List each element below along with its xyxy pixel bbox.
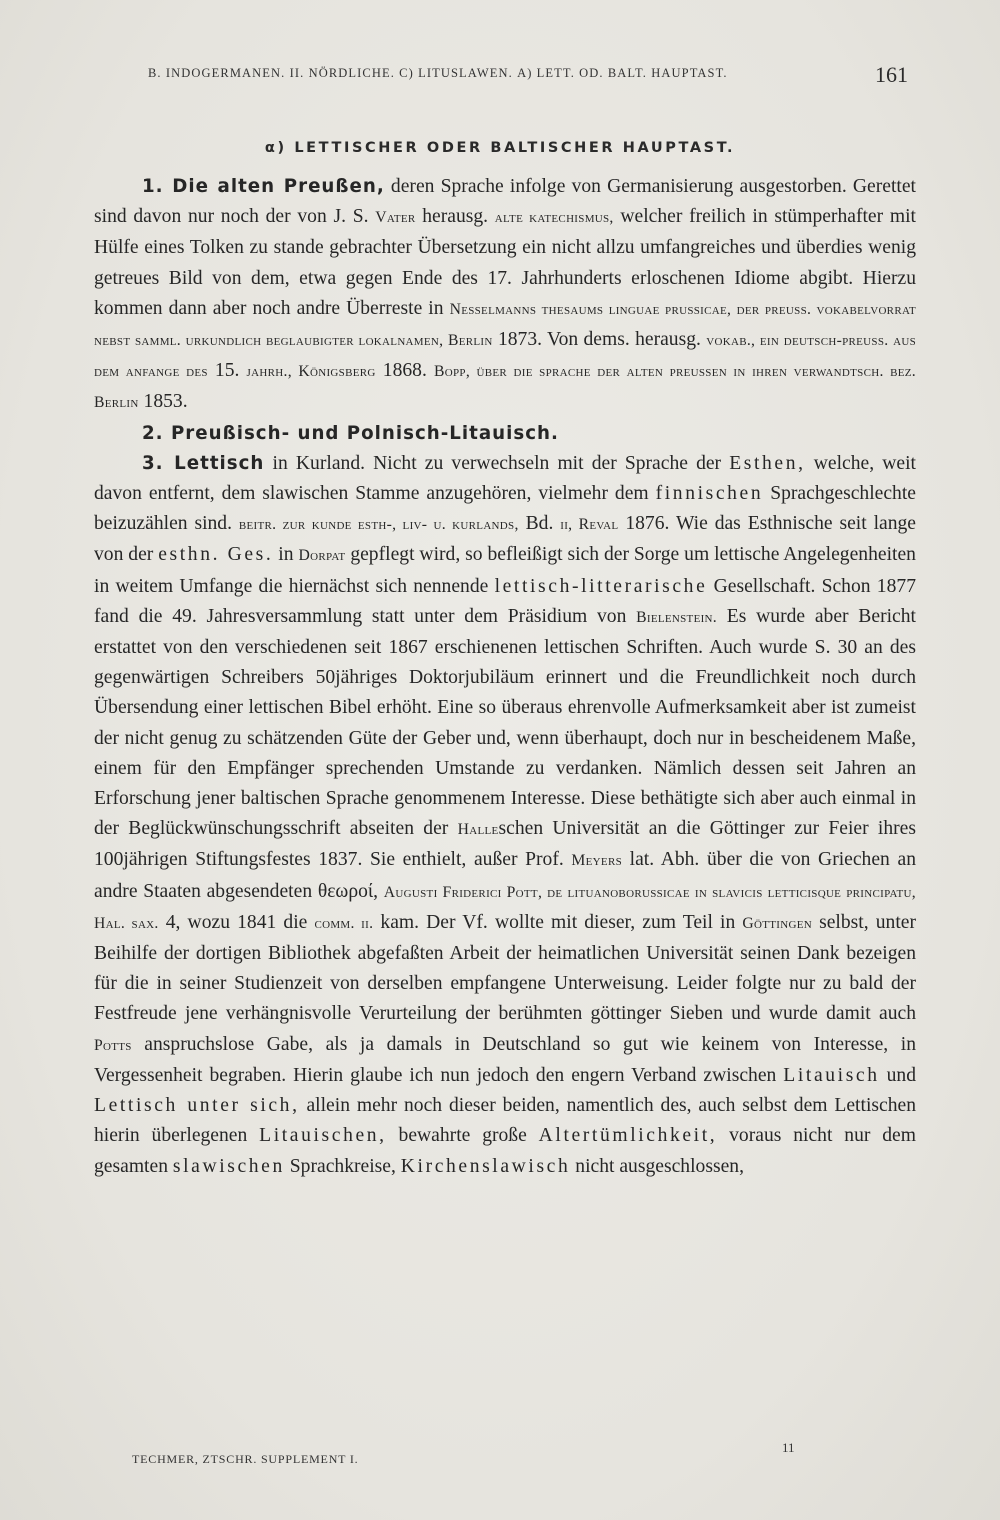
author-name: Bielenstein.: [636, 608, 718, 626]
page-number: 161: [875, 62, 908, 87]
text: in: [273, 544, 299, 566]
text: allein mehr noch dieser beiden, namentlich des, auch selbst dem Lettischen hierin überlegenen: [94, 1095, 916, 1147]
text: Sprachkreise,: [284, 1155, 401, 1177]
author-name: Bopp,: [434, 363, 471, 381]
text: und: [879, 1064, 916, 1086]
spaced-term: Litauisch: [783, 1064, 880, 1086]
text: 4, wozu 1841 die: [158, 911, 315, 933]
book-title: Nesselmanns thesaums linguae prussicae, der preuss. vokabelvorrat nebst samml. urkundlich beglaubigter lokalnamen, Berlin: [94, 300, 917, 350]
spaced-term: slawischen: [172, 1155, 285, 1177]
text: 1853.: [138, 391, 188, 413]
heading-alte-preussen: 1. Die alten Preußen,: [142, 176, 385, 197]
book-title: alte katechismus,: [494, 209, 614, 227]
paragraph-1: [94, 172, 916, 419]
text: 1876. Wie das Esthnische seit lange von der: [94, 513, 917, 566]
spaced-term: Altertümlichkeit,: [538, 1125, 718, 1147]
text: voraus nicht nur dem gesamten: [94, 1125, 916, 1177]
text: lat. Abh. über die von Griechen an andre Staaten abgesendeten θεωροί,: [94, 849, 916, 902]
paragraph-2: [94, 419, 916, 449]
author-name: Potts: [94, 1036, 132, 1054]
spaced-term: esthn. Ges.: [158, 544, 274, 566]
text: Bd.: [518, 513, 561, 535]
spaced-term: Kirchenslawisch: [400, 1155, 571, 1177]
paragraph-3: [94, 449, 916, 1182]
text: anspruchslose Gabe, als ja damals in Deutschland so gut wie keinem von Interesse, in Vergessenheit begraben. Hierin glaube ich nun jedoch den engern Verband zwischen: [94, 1033, 916, 1086]
text: nicht ausgeschlossen,: [570, 1155, 744, 1177]
author-name: Meyers: [571, 852, 622, 870]
book-title: jahrh., Königsberg: [246, 363, 376, 381]
text: welcher freilich in stümperhafter mit Hülfe eines Tolken zu stande gebrachter Übersetzung ein nicht allzu umfangreiches und überdies wenig getreues Bild von dem, etwa gegen Ende des 17. Jahrhunderts erloschenen Idiome abgibt. Hierzu kommen dann aber noch andre Überreste in: [94, 206, 916, 319]
text: 1868.: [375, 360, 434, 382]
text: Gesellschaft. Schon 1877 fand die 49. Jahresversammlung statt unter dem Präsidium von: [94, 575, 916, 627]
spaced-term: lettisch-litterarische: [494, 575, 708, 597]
text: 1873. Von dems. herausg.: [492, 329, 707, 351]
author-name: Vater: [375, 209, 416, 227]
spaced-term: Lettisch unter sich,: [94, 1095, 300, 1117]
book-title: comm. ii.: [314, 914, 374, 932]
text: gepflegt wird, so befleißigt sich der Sorge um lettische Angelegenheiten in weitem Umfange die hiernächst sich nennende: [94, 544, 916, 597]
section-title: α) LETTISCHER ODER BALTISCHER HAUPTAST.: [264, 140, 736, 156]
signature-mark: 11: [782, 1440, 795, 1455]
text: schen Universität an die Göttinger zur Feier ihres 100jährigen Stiftungsfestes 1837. Sie enthielt, außer Prof.: [94, 818, 916, 871]
body-text: [94, 172, 916, 1182]
book-title: beitr. zur kunde esth-, liv- u. kurlands,: [238, 516, 519, 534]
text: 15.: [207, 360, 247, 382]
book-title: vokab., ein deutsch-preuss. aus dem anfange des: [94, 332, 916, 381]
place-name: Dorpat: [298, 547, 346, 565]
heading-lettisch: 3. Lettisch: [142, 452, 265, 474]
heading-preussisch-polnisch-litauisch: 2. Preußisch- und Polnisch-Litauisch.: [142, 422, 559, 444]
place-name: Göttingen: [742, 914, 812, 932]
text: herausg.: [415, 206, 495, 228]
book-title: über die sprache der alten preussen in ihren verwandtsch. bez. Berlin: [94, 363, 917, 412]
spaced-term: Litauischen,: [259, 1125, 387, 1147]
book-title: Augusti Friderici Pott, de lituanoborussicae in slavicis letticisque principatu, Hal. sax.: [94, 883, 916, 932]
place-name: Halle: [457, 821, 499, 839]
text: kam. Der Vf. wollte mit dieser, zum Teil in: [373, 911, 743, 933]
running-head: B. INDOGERMANEN. II. NÖRDLICHE. C) LITUSLAWEN. Α) LETT. OD. BALT. HAUPTAST.: [148, 66, 728, 80]
text: Es wurde aber Bericht erstattet von den verschiedenen seit 1867 erschienenen lettischen Schriften. Auch wurde S. 30 an des gegenwärtigen Schreibers 50jähriges Doktorjubiläum erinnert und die Freundlichkeit noch durch Übersendung einer lettischen Bibel erhöht. Eine so überaus ehrenvolle Aufmerksamkeit aber ist zumeist der nicht genug zu schätzenden Güte der Geber und, wenn überhaupt, doch nur in bescheidenem Maße, einem für den Empfänger sprechenden Umstande zu verdanken. Nämlich dessen seit Jahren an Erforschung jener baltischen Sprache genommenem Interesse. Diese bethätigte sich aber auch einmal in der Beglückwünschungsschrift abseiten der: [94, 605, 916, 840]
text: welche, weit davon entfernt, dem slawischen Stamme anzugehören, vielmehr dem: [94, 452, 916, 505]
text: selbst, unter Beihilfe der dortigen Bibliothek abgefaßten Arbeit der heimatlichen Universität seinen Dank bezeigen für die in seiner Studienzeit von derselben empfangene Unterweisung. Leider folgte nur zu bald der Festfreude jene verhängnisvolle Verurteilung der berühmten göttinger Sieben und wurde damit auch: [94, 911, 916, 1025]
place-name: ii, Reval: [560, 516, 619, 534]
text: in Kurland. Nicht zu verwechseln mit der Sprache der: [264, 452, 730, 474]
text: Sprachgeschlechte beizuzählen sind.: [94, 483, 916, 535]
text: deren Sprache infolge von Germanisierung ausgestorben. Gerettet sind davon nur noch der von J. S.: [94, 176, 916, 228]
spaced-term: Esthen,: [729, 452, 806, 474]
footer-source: TECHMER, ZTSCHR. SUPPLEMENT I.: [132, 1452, 359, 1466]
text: bewahrte große: [386, 1125, 539, 1147]
spaced-term: finnischen: [655, 483, 764, 505]
